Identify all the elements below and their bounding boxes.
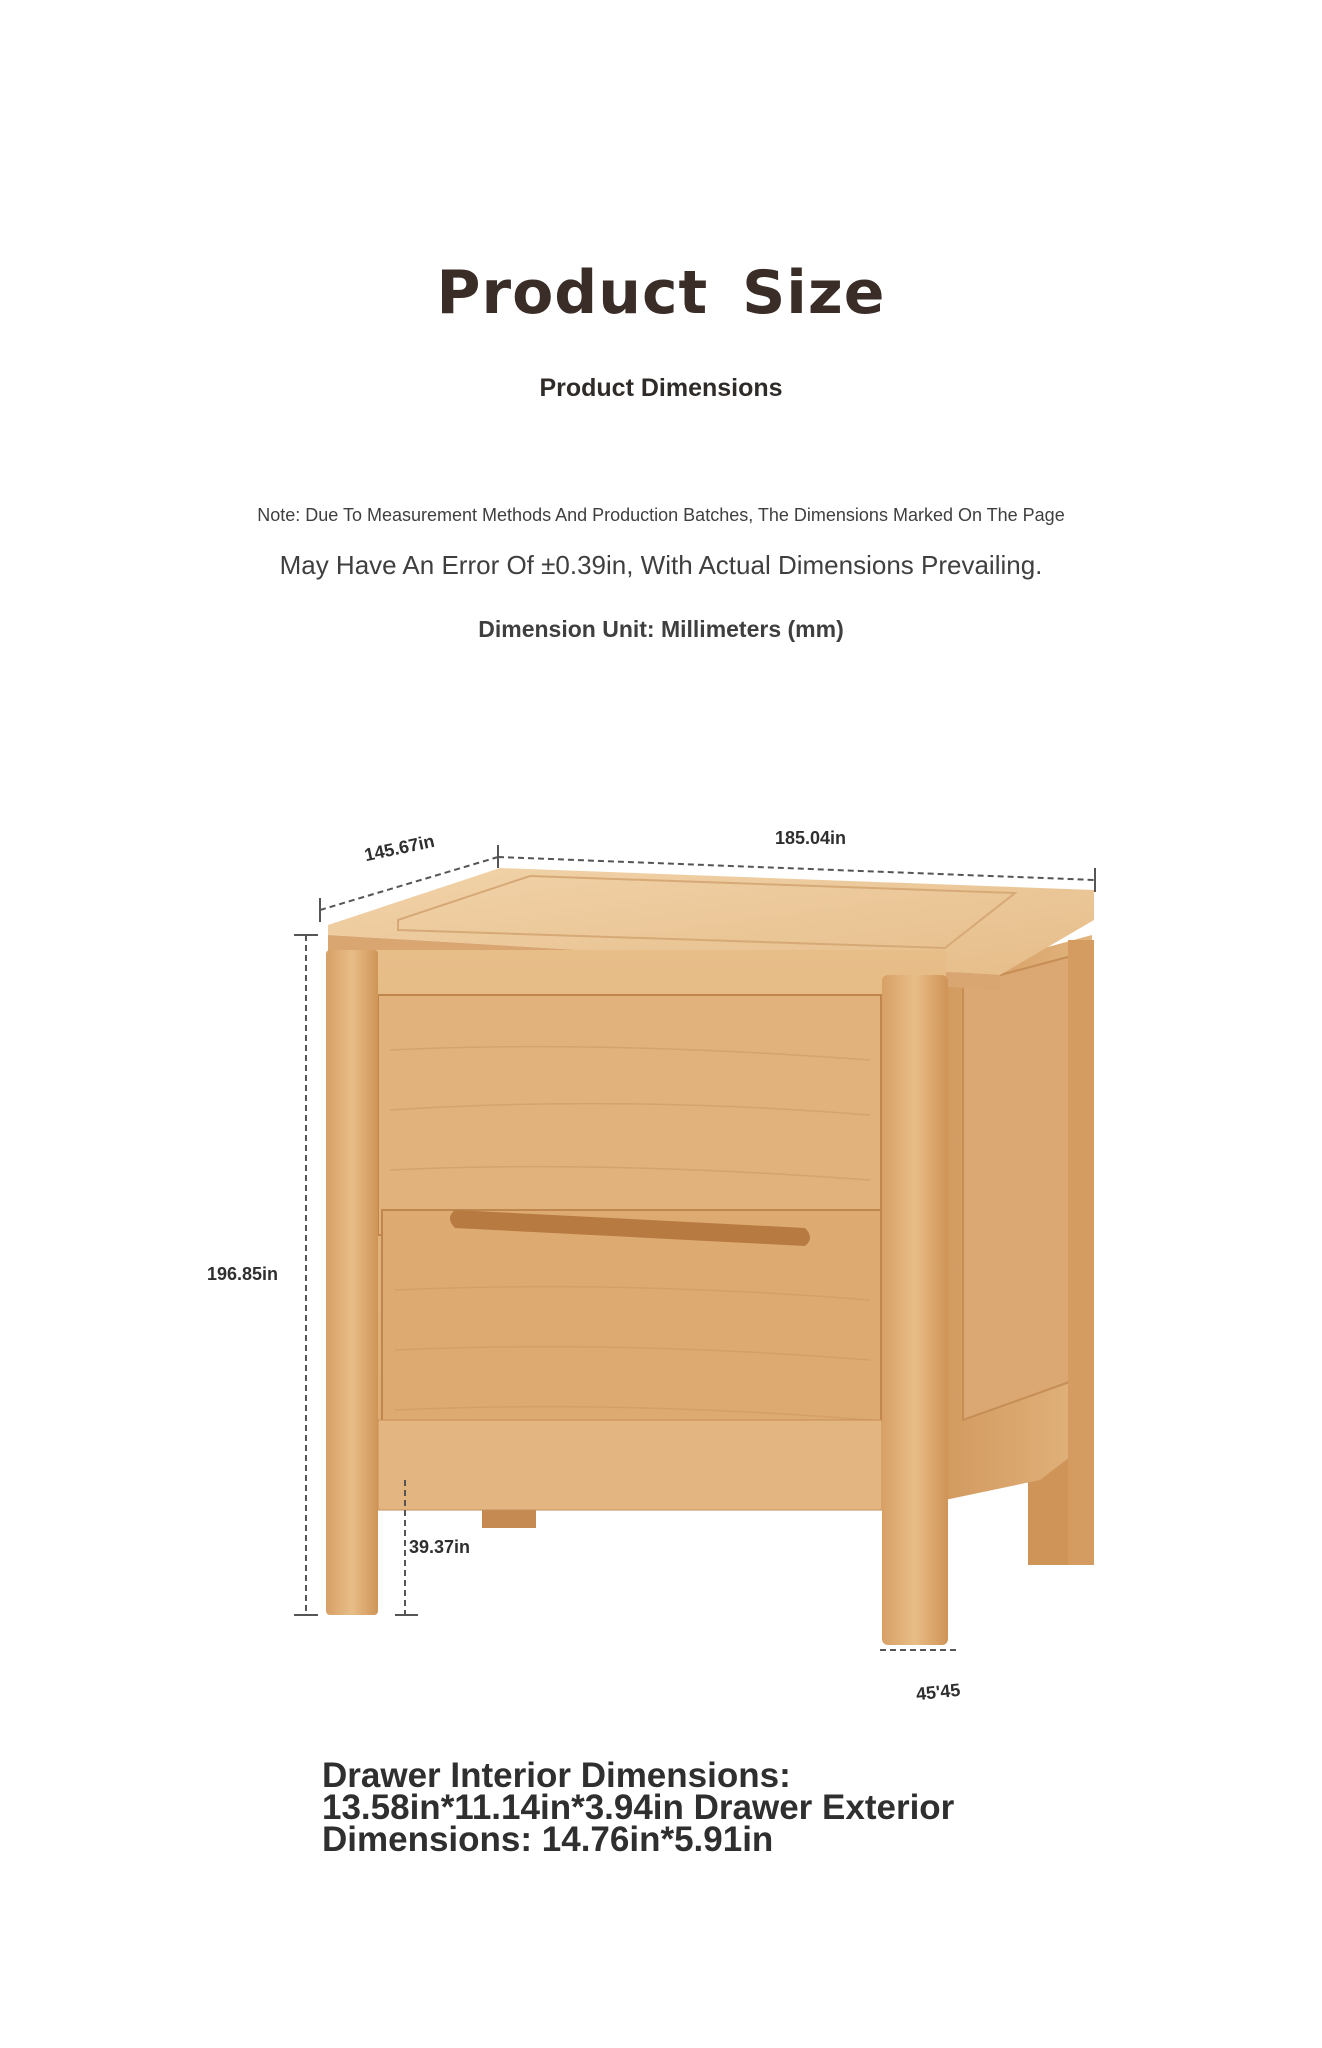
page-title: Product Size	[436, 258, 886, 328]
dimension-unit: Dimension Unit: Millimeters (mm)	[478, 616, 844, 642]
page-subtitle: Product Dimensions	[539, 374, 783, 402]
drawer-dimensions-text: Drawer Interior Dimensions: 13.58in*11.14in*3.94in Drawer Exterior Dimensions: 14.76in*5.91in	[322, 1756, 955, 1859]
front-leg-left	[326, 950, 378, 1615]
leg-height-label: 39.37in	[409, 1537, 471, 1557]
lower-drawer	[382, 1210, 881, 1447]
side-rear-post	[1068, 940, 1094, 1565]
measurement-note-line2: May Have An Error Of ±0.39in, With Actual Dimensions Prevailing.	[279, 550, 1043, 580]
width-label: 185.04in	[775, 828, 847, 848]
leg-size-label: 45'45	[915, 1679, 962, 1705]
height-label: 196.85in	[207, 1264, 279, 1284]
depth-label: 145.67in	[362, 830, 437, 866]
measurement-note-line1: Note: Due To Measurement Methods And Production Batches, The Dimensions Marked On The Page	[257, 505, 1065, 525]
upper-drawer	[378, 995, 881, 1235]
front-leg-right	[882, 975, 948, 1645]
side-panel-inset	[963, 955, 1075, 1420]
bottom-rail	[378, 1420, 882, 1510]
